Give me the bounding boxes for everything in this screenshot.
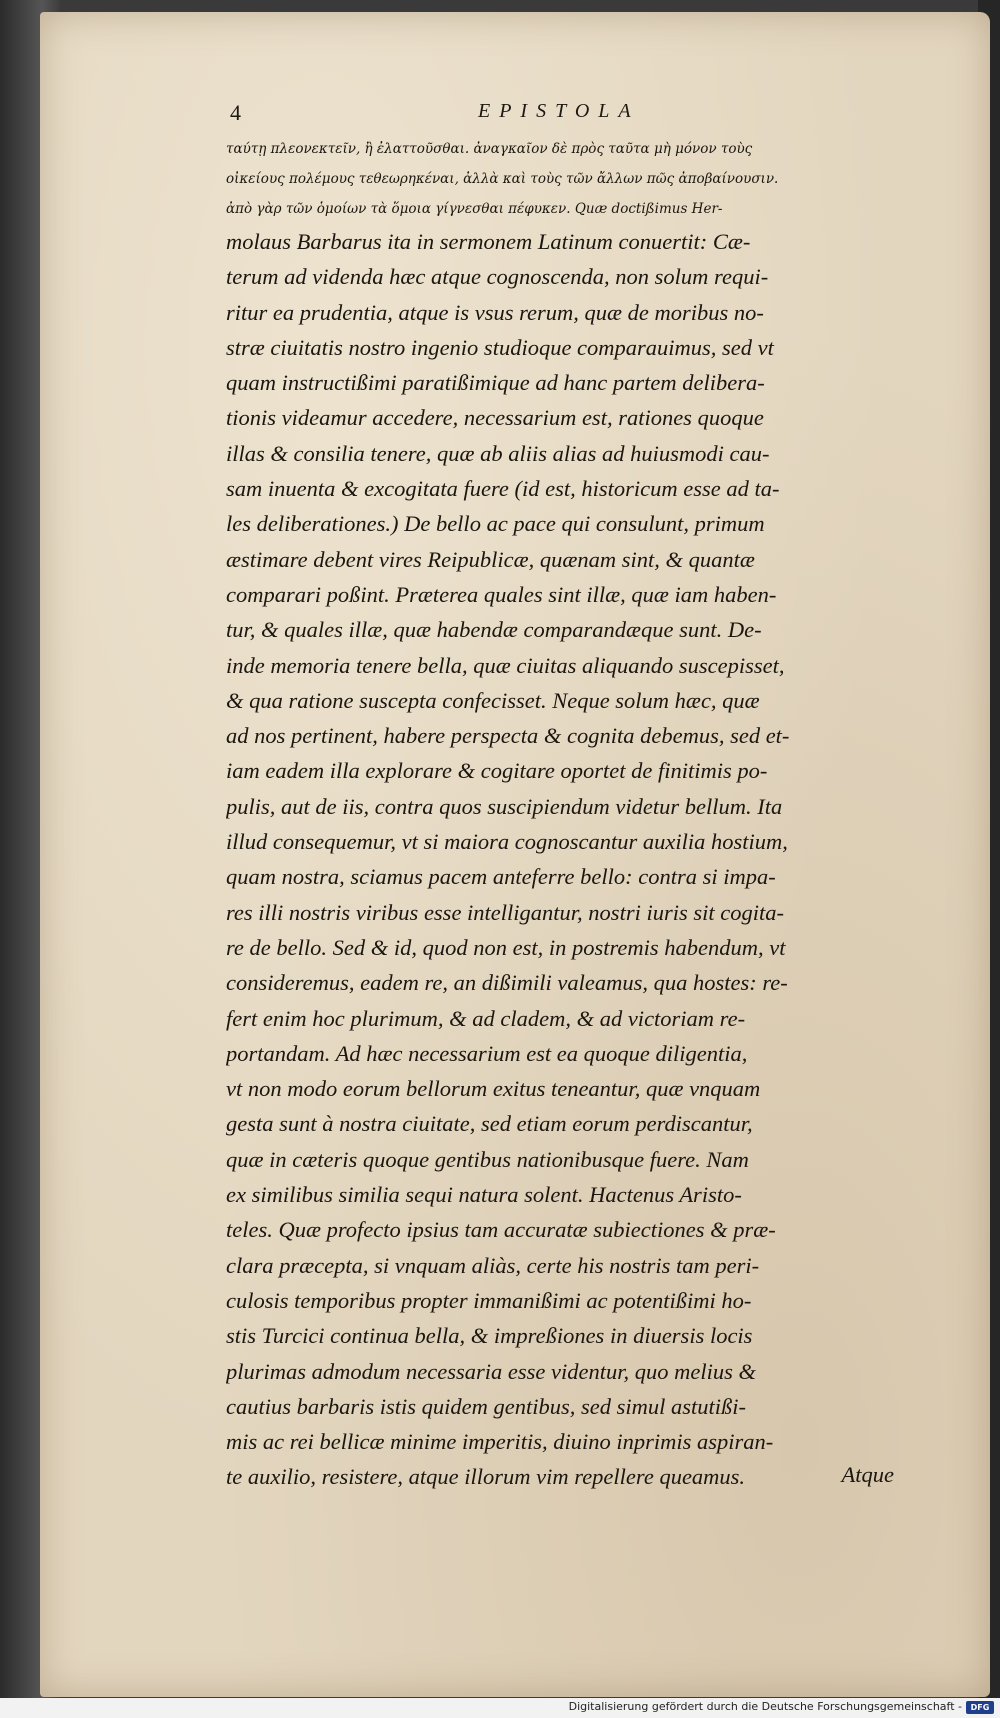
text-line: tionis videamur accedere, necessarium est, rationes quoque bbox=[226, 405, 764, 431]
text-line: molaus Barbarus ita in sermonem Latinum conuertit: Cæ- bbox=[226, 229, 751, 254]
greek-text-line: ἀπὸ γὰρ τῶν ὁμοίων τὰ ὅμοια γίγνεσθαι πέφυκεν. Quæ doctißimus Her- bbox=[226, 201, 723, 217]
text-line: ex similibus similia sequi natura solent. Hactenus Aristo- bbox=[226, 1182, 742, 1208]
text-line: clara præcepta, si vnquam aliàs, certe his nostris tam peri- bbox=[226, 1252, 760, 1278]
text-line: gesta sunt à nostra ciuitate, sed etiam eorum perdiscantur, bbox=[226, 1111, 753, 1137]
text-line: quam instructißimi paratißimique ad hanc partem delibera- bbox=[226, 370, 765, 396]
dfg-logo: DFG bbox=[966, 1701, 994, 1714]
text-line: vt non modo eorum bellorum exitus teneantur, quæ vnquam bbox=[226, 1076, 761, 1102]
text-line: re de bello. Sed & id, quod non est, in postremis habendum, vt bbox=[226, 934, 786, 960]
text-line: pulis, aut de iis, contra quos suscipiendum videtur bellum. Ita bbox=[226, 793, 783, 819]
text-line: res illi nostris viribus esse intelligantur, nostri iuris sit cogita- bbox=[226, 899, 784, 925]
text-line: cautius barbaris istis quidem gentibus, sed simul astutißi- bbox=[226, 1393, 747, 1419]
running-head: EPISTOLA bbox=[478, 100, 640, 122]
footer-credit: Digitalisierung gefördert durch die Deutsche Forschungsgemeinschaft - bbox=[568, 1700, 962, 1713]
text-line: illas & consilia tenere, quæ ab aliis alias ad huiusmodi cau- bbox=[226, 440, 770, 466]
text-line: quæ in cæteris quoque gentibus nationibusque fuere. Nam bbox=[226, 1146, 749, 1172]
page-header bbox=[230, 100, 930, 130]
greek-text-line: οἰκείους πολέμους τεθεωρηκέναι, ἀλλὰ καὶ τοὺς τῶν ἄλλων πῶς ἀποβαίνουσιν. bbox=[226, 171, 779, 187]
digitization-footer bbox=[0, 1698, 1000, 1718]
text-line: quam nostra, sciamus pacem anteferre bello: contra si impa- bbox=[226, 864, 776, 890]
text-line: terum ad videnda hæc atque cognoscenda, non solum requi- bbox=[226, 264, 769, 290]
text-line: ritur ea prudentia, atque is vsus rerum, quæ de moribus no- bbox=[226, 299, 764, 325]
text-line: tur, & quales illæ, quæ habendæ comparandæque sunt. De- bbox=[226, 617, 762, 643]
text-line: inde memoria tenere bella, quæ ciuitas aliquando suscepisset, bbox=[226, 652, 785, 678]
text-line: consideremus, eadem re, an dißimili valeamus, qua hostes: re- bbox=[226, 970, 788, 996]
text-line: sam inuenta & excogitata fuere (id est, historicum esse ad ta- bbox=[226, 476, 780, 502]
book-page bbox=[40, 12, 990, 1697]
page-number: 4 bbox=[230, 100, 241, 125]
text-line: fert enim hoc plurimum, & ad cladem, & ad victoriam re- bbox=[226, 1005, 746, 1031]
text-line: iam eadem illa explorare & cogitare oportet de finitimis po- bbox=[226, 758, 768, 784]
text-line: æstimare debent vires Reipublicæ, quænam sint, & quantæ bbox=[226, 546, 755, 572]
text-line: stræ ciuitatis nostro ingenio studioque comparauimus, sed vt bbox=[226, 334, 774, 360]
greek-text-line: ταύτῃ πλεονεκτεῖν, ἢ ἐλαττοῦσθαι. ἀναγκαῖον δὲ πρὸς ταῦτα μὴ μόνον τοὺς bbox=[226, 141, 753, 157]
text-line: portandam. Ad hæc necessarium est ea quoque diligentia, bbox=[226, 1040, 748, 1066]
body-text bbox=[226, 134, 938, 1495]
text-line: comparari poßint. Præterea quales sint illæ, quæ iam haben- bbox=[226, 581, 777, 607]
text-line: te auxilio, resistere, atque illorum vim repellere queamus. bbox=[226, 1464, 746, 1490]
text-line: les deliberationes.) De bello ac pace qui consulunt, primum bbox=[226, 511, 765, 537]
catchword: Atque bbox=[841, 1462, 894, 1487]
text-line: plurimas admodum necessaria esse videntur, quo melius & bbox=[226, 1358, 756, 1384]
text-line: culosis temporibus propter immanißimi ac potentißimi ho- bbox=[226, 1287, 752, 1313]
text-line: mis ac rei bellicæ minime imperitis, diuino inprimis aspiran- bbox=[226, 1429, 774, 1455]
text-line: illud consequemur, vt si maiora cognoscantur auxilia hostium, bbox=[226, 829, 788, 855]
text-line: ad nos pertinent, habere perspecta & cognita debemus, sed et- bbox=[226, 723, 790, 749]
text-line: stis Turcici continua bella, & impreßiones in diuersis locis bbox=[226, 1323, 753, 1349]
text-line: & qua ratione suscepta confecisset. Neque solum hæc, quæ bbox=[226, 687, 760, 713]
text-line: teles. Quæ profecto ipsius tam accuratæ subiectiones & præ- bbox=[226, 1217, 776, 1243]
